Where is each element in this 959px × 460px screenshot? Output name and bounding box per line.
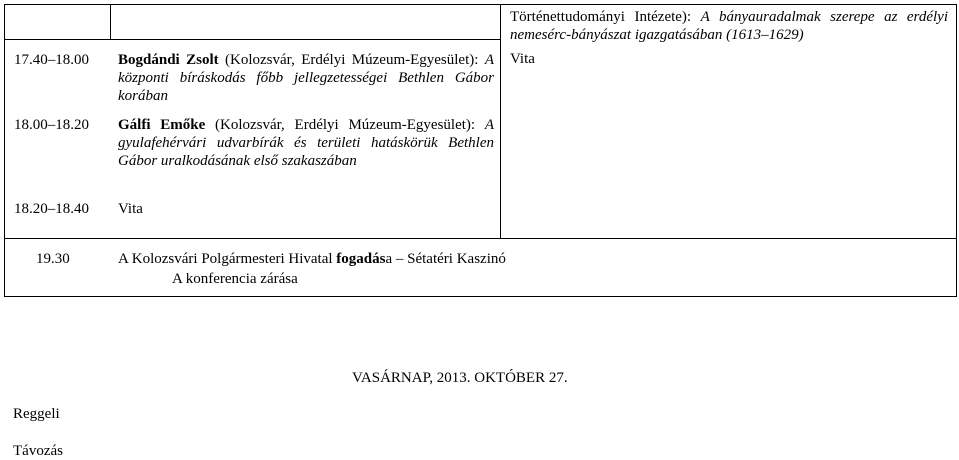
talk-title: A gyulafehérvári udvarbírák és területi hatáskörük Bethlen Gábor uralkodásának első szakaszában	[118, 117, 494, 169]
right-column-vita: Vita	[510, 51, 535, 67]
breakfast-label: Reggeli	[13, 406, 60, 422]
talk-title: A központi bíráskodás főbb jellegzetességei Bethlen Gábor korában	[118, 52, 494, 104]
table-top-border	[4, 4, 957, 5]
speaker-affiliation: (Kolozsvár, Erdélyi Múzeum-Egyesület):	[218, 52, 485, 68]
closing-text: A konferencia zárása	[172, 271, 298, 287]
table-left-border	[4, 4, 5, 297]
program-item	[14, 51, 494, 111]
sunday-heading: VASÁRNAP, 2013. OKTÓBER 27.	[352, 370, 568, 386]
program-content	[118, 51, 494, 105]
reception-text	[118, 250, 506, 268]
program-time: 18.20–18.40	[14, 201, 89, 217]
discussion-label: Vita	[118, 201, 143, 217]
reception-text-after: a – Sétatéri Kaszinó	[385, 251, 506, 267]
table-bottom-border	[4, 296, 957, 297]
right-column-title: A bányauradalmak szerepe az erdélyi nemesérc-bányászat igazgatásában (1613–1629)	[510, 9, 948, 43]
header-cell-divider	[110, 4, 111, 39]
table-right-border	[956, 4, 957, 297]
column-divider	[500, 4, 501, 239]
right-column-prefix: Történettudományi Intézete):	[510, 9, 701, 25]
program-time: 17.40–18.00	[14, 52, 89, 68]
reception-bold: fogadás	[336, 251, 386, 267]
speaker-name: Gálfi Emőke	[118, 117, 206, 133]
reception-text-before: A Kolozsvári Polgármesteri Hivatal	[118, 251, 337, 267]
right-column-session-text	[510, 8, 948, 44]
program-content	[118, 200, 494, 218]
speaker-affiliation: (Kolozsvár, Erdélyi Múzeum-Egyesület):	[205, 117, 485, 133]
header-row-divider	[4, 39, 500, 40]
program-content	[118, 116, 494, 170]
program-item	[14, 116, 494, 196]
departure-label: Távozás	[13, 443, 63, 459]
speaker-name: Bogdándi Zsolt	[118, 52, 219, 68]
row-divider	[4, 238, 957, 239]
program-time: 18.00–18.20	[14, 117, 89, 133]
program-item	[14, 200, 494, 220]
reception-time: 19.30	[36, 251, 70, 267]
